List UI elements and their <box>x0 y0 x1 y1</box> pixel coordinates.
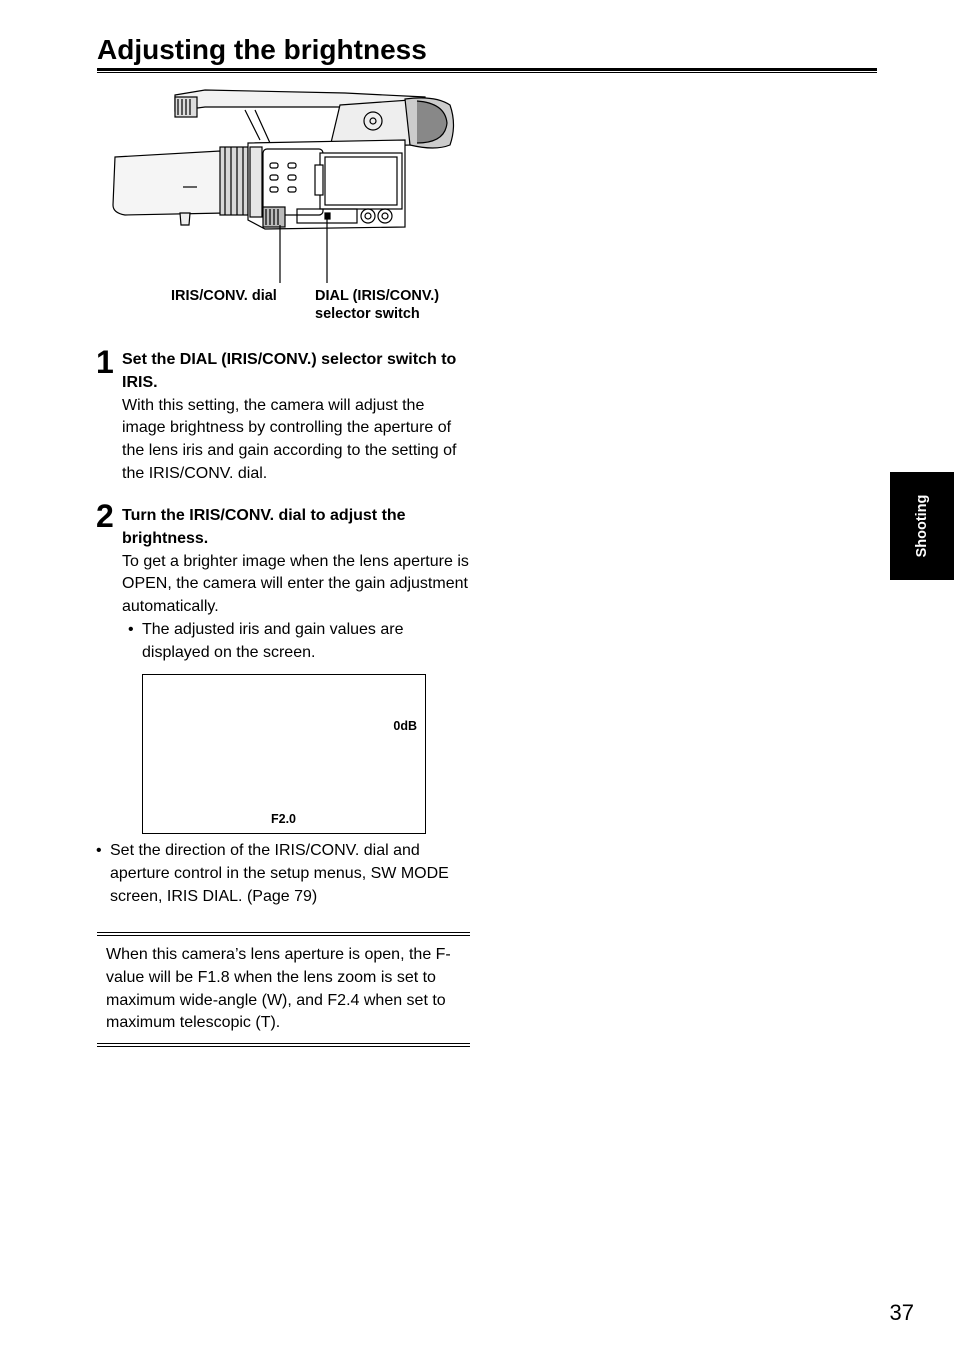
iris-conv-dial-callout: IRIS/CONV. dial <box>171 288 277 304</box>
gain-value: 0dB <box>393 719 417 733</box>
callout-line-2: selector switch <box>315 306 420 322</box>
section-tab-label: Shooting <box>914 494 930 558</box>
aperture-note-text: When this camera’s lens aperture is open, the F-value will be F1.8 when the lens zoom is set to maximum wide-angle (W), and F2.4 when set to maximum telescopic (T). <box>106 946 451 1032</box>
note-bottom-rule <box>97 1043 470 1047</box>
step-2-heading: Turn the IRIS/CONV. dial to adjust the brightness. <box>122 507 406 547</box>
screen-display <box>142 674 426 834</box>
bullet-dot: • <box>128 620 134 638</box>
step-2-bullet <box>122 619 472 665</box>
step-1-number: 1 <box>96 344 114 380</box>
title-rule <box>97 68 877 73</box>
step-2-number: 2 <box>96 498 114 534</box>
step-1-heading: Set the DIAL (IRIS/CONV.) selector switch to IRIS. <box>122 351 457 391</box>
step-1 <box>122 349 472 486</box>
page-number: 37 <box>889 1300 914 1325</box>
step-2-bullet-text: The adjusted iris and gain values are displayed on the screen. <box>142 620 404 661</box>
page-title: Adjusting the brightness <box>97 34 427 65</box>
section-tab <box>890 472 954 580</box>
f-value: F2.0 <box>271 812 297 826</box>
aperture-note-box <box>97 932 470 1047</box>
dial-direction-note <box>96 840 476 908</box>
callout-line-1: DIAL (IRIS/CONV.) <box>315 288 440 304</box>
bullet-dot: • <box>96 842 102 859</box>
dial-selector-switch-callout <box>315 287 439 323</box>
camera-illustration <box>105 85 465 285</box>
step-1-body: With this setting, the camera will adjust the image brightness by controlling the aperture of the lens iris and gain according to the setting of the IRIS/CONV. dial. <box>122 396 457 482</box>
step-2-body: To get a brighter image when the lens aperture is OPEN, the camera will enter the gain adjustment automatically. <box>122 552 469 616</box>
dial-direction-note-text: Set the direction of the IRIS/CONV. dial and aperture control in the setup menus, SW MODE screen, IRIS DIAL. (Page 79) <box>110 842 449 905</box>
step-2 <box>122 505 472 665</box>
